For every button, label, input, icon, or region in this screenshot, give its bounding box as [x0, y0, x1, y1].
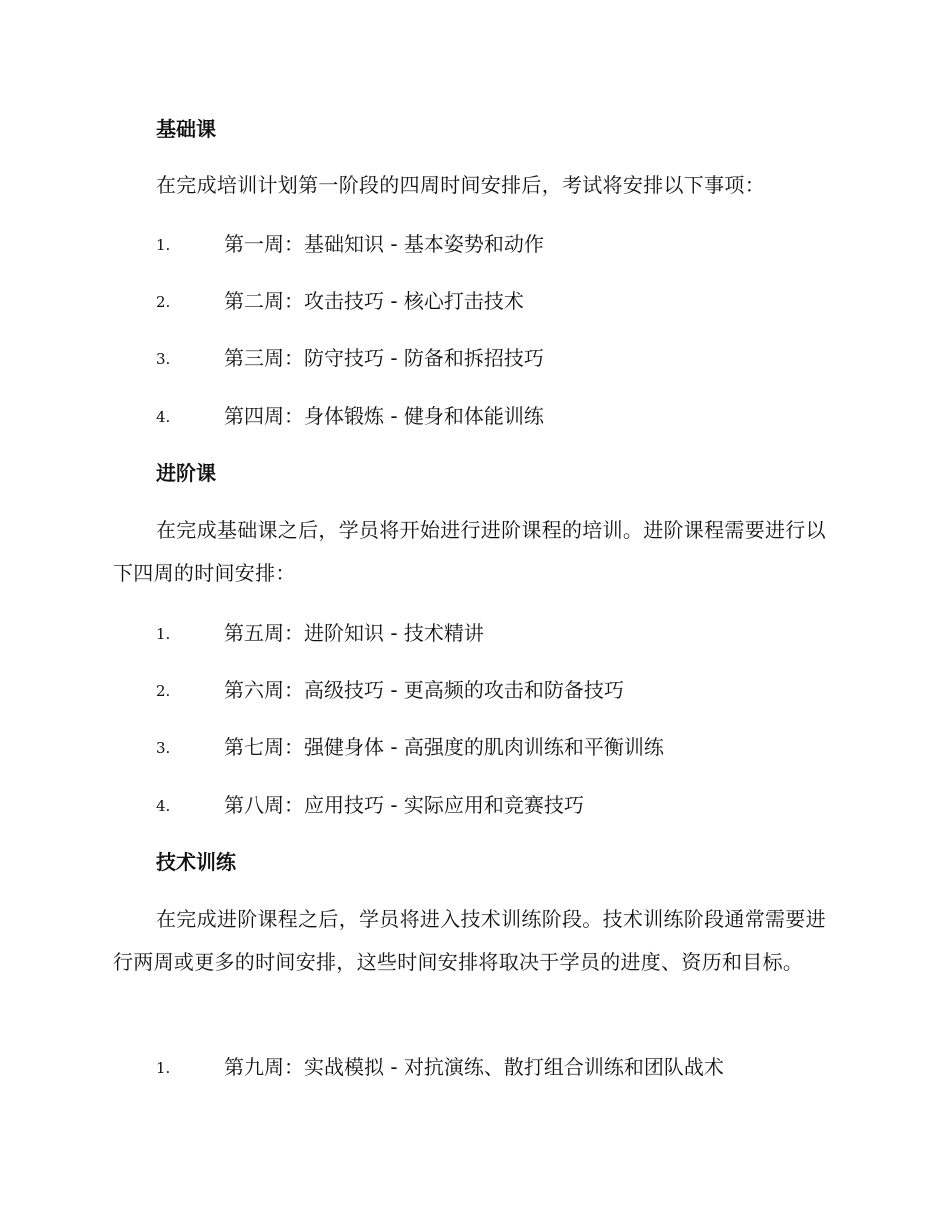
list-text: 第六周：高级技巧 - 更高频的攻击和防备技巧	[224, 678, 624, 702]
list-number: 1.	[156, 625, 171, 643]
list-text: 第三周：防守技巧 - 防备和拆招技巧	[224, 346, 544, 370]
list-number: 4.	[156, 408, 171, 426]
list-item	[156, 791, 836, 819]
list-number: 4.	[156, 797, 171, 815]
section-intro: 在完成进阶课程之后，学员将进入技术训练阶段。技术训练阶段通常需要进行两周或更多的时间安排，这些时间安排将取决于学员的进度、资历和目标。	[113, 907, 826, 974]
list-item	[156, 619, 836, 647]
list-text: 第四周：身体锻炼 - 健身和体能训练	[224, 404, 544, 428]
list-item	[156, 287, 836, 315]
list-number: 1.	[156, 1059, 171, 1077]
list-item	[156, 344, 836, 372]
list-text: 第九周：实战模拟 - 对抗演练、散打组合训练和团队战术	[224, 1055, 724, 1079]
list-text: 第五周：进阶知识 - 技术精讲	[224, 621, 484, 645]
list-item	[156, 733, 836, 761]
section-heading: 基础课	[156, 117, 216, 141]
section-heading: 技术训练	[156, 850, 236, 874]
list-number: 3.	[156, 739, 171, 757]
list-text: 第七周：强健身体 - 高强度的肌肉训练和平衡训练	[224, 735, 664, 759]
list-number: 1.	[156, 236, 171, 254]
section-heading: 进阶课	[156, 461, 216, 485]
section-intro: 在完成基础课之后，学员将开始进行进阶课程的培训。进阶课程需要进行以下四周的时间安排：	[113, 518, 826, 585]
list-number: 3.	[156, 350, 171, 368]
list-number: 2.	[156, 293, 171, 311]
section-intro: 在完成培训计划第一阶段的四周时间安排后，考试将安排以下事项：	[156, 173, 765, 197]
list-text: 第二周：攻击技巧 - 核心打击技术	[224, 289, 524, 313]
list-text: 第八周：应用技巧 - 实际应用和竞赛技巧	[224, 793, 584, 817]
list-item	[156, 230, 836, 258]
list-number: 2.	[156, 682, 171, 700]
list-text: 第一周：基础知识 - 基本姿势和动作	[224, 232, 544, 256]
list-item	[156, 1053, 836, 1081]
list-item	[156, 402, 836, 430]
list-item	[156, 676, 836, 704]
